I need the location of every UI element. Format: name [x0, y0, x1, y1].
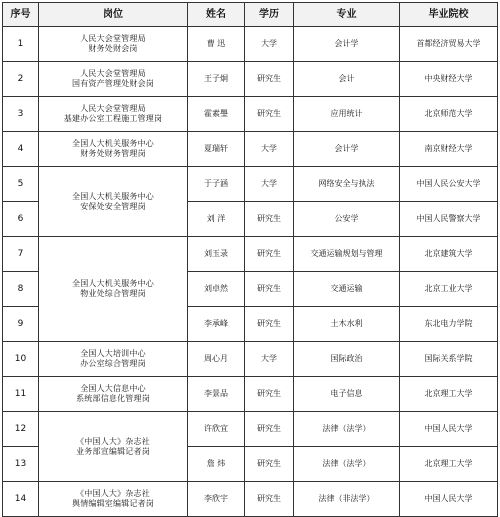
row-major: 会计学 [294, 132, 400, 167]
table-row [3, 412, 498, 447]
row-major: 交通运输规划与管理 [294, 237, 400, 272]
row-name: 周心月 [188, 342, 245, 377]
row-education: 研究生 [245, 272, 294, 307]
header-education: 学历 [245, 3, 294, 27]
row-major: 网络安全与执法 [294, 167, 400, 202]
position-line: 全国人大培训中心 [80, 349, 146, 358]
position-line: 系统部信息化管理岗 [76, 394, 150, 403]
position-line: 物业处综合管理岗 [80, 289, 146, 298]
row-serial: 2 [3, 62, 39, 97]
row-name: 刘 洋 [188, 202, 245, 237]
row-school: 首都经济贸易大学 [400, 27, 498, 62]
position-line: 国有资产管理处财会岗 [72, 79, 154, 88]
position-cell [39, 97, 188, 132]
row-serial: 14 [3, 482, 39, 517]
position-line: 全国人大机关服务中心 [72, 279, 154, 288]
row-major: 交通运输 [294, 272, 400, 307]
position-cell [39, 237, 188, 342]
row-school: 中国人民公安大学 [400, 167, 498, 202]
position-line: 全国人大信息中心 [80, 384, 146, 393]
row-major: 法律（法学） [294, 447, 400, 482]
row-serial: 3 [3, 97, 39, 132]
row-education: 大学 [245, 342, 294, 377]
row-school: 东北电力学院 [400, 307, 498, 342]
position-cell [39, 377, 188, 412]
row-education: 研究生 [245, 412, 294, 447]
position-line: 办公室综合管理岗 [80, 359, 146, 368]
table-row [3, 167, 498, 202]
row-school: 北京理工大学 [400, 377, 498, 412]
row-school: 北京建筑大学 [400, 237, 498, 272]
row-serial: 9 [3, 307, 39, 342]
position-cell [39, 342, 188, 377]
header-row [3, 3, 498, 27]
row-school: 南京财经大学 [400, 132, 498, 167]
row-education: 大学 [245, 167, 294, 202]
row-major: 土木水利 [294, 307, 400, 342]
row-name: 李景品 [188, 377, 245, 412]
position-cell [39, 482, 188, 517]
row-education: 研究生 [245, 202, 294, 237]
row-name: 詹 炜 [188, 447, 245, 482]
row-education: 研究生 [245, 482, 294, 517]
results-table [2, 2, 498, 517]
position-line: 人民大会堂管理局 [80, 34, 146, 43]
table-row [3, 62, 498, 97]
table-row [3, 27, 498, 62]
position-cell [39, 412, 188, 482]
position-line: 基建办公室工程施工管理岗 [63, 114, 163, 123]
row-serial: 4 [3, 132, 39, 167]
row-name: 夏瑞轩 [188, 132, 245, 167]
position-cell [39, 132, 188, 167]
row-major: 应用统计 [294, 97, 400, 132]
row-serial: 5 [3, 167, 39, 202]
table-row [3, 482, 498, 517]
position-line: 财务处财务管理岗 [80, 149, 146, 158]
row-school: 中国人民大学 [400, 412, 498, 447]
row-serial: 8 [3, 272, 39, 307]
header-serial: 序号 [3, 3, 39, 27]
row-name: 许欣宜 [188, 412, 245, 447]
row-education: 大学 [245, 132, 294, 167]
row-serial: 11 [3, 377, 39, 412]
header-school: 毕业院校 [400, 3, 498, 27]
row-education: 研究生 [245, 377, 294, 412]
row-serial: 7 [3, 237, 39, 272]
position-cell [39, 62, 188, 97]
position-line: 舆情编辑室编辑记者岗 [72, 499, 154, 508]
table-body [3, 27, 498, 517]
row-major: 电子信息 [294, 377, 400, 412]
table-row [3, 342, 498, 377]
row-major: 法律（法学） [294, 412, 400, 447]
row-serial: 10 [3, 342, 39, 377]
position-line: 财务处财会岗 [88, 44, 138, 53]
table-row [3, 237, 498, 272]
row-education: 研究生 [245, 237, 294, 272]
header-major: 专业 [294, 3, 400, 27]
position-line: 人民大会堂管理局 [80, 104, 146, 113]
position-line: 全国人大机关服务中心 [72, 191, 154, 201]
position-line: 《中国人大》杂志社 [76, 489, 150, 498]
row-school: 北京理工大学 [400, 447, 498, 482]
row-name: 于子涵 [188, 167, 245, 202]
table-row [3, 377, 498, 412]
results-table-container [2, 2, 498, 517]
row-school: 北京师范大学 [400, 97, 498, 132]
table-header [3, 3, 498, 27]
row-education: 研究生 [245, 97, 294, 132]
row-school: 国际关系学院 [400, 342, 498, 377]
position-cell [39, 167, 188, 237]
row-major: 国际政治 [294, 342, 400, 377]
row-name: 刘玉录 [188, 237, 245, 272]
row-major: 公安学 [294, 202, 400, 237]
table-row [3, 132, 498, 167]
position-line: 人民大会堂管理局 [80, 69, 146, 78]
row-name: 王子炯 [188, 62, 245, 97]
row-serial: 1 [3, 27, 39, 62]
row-school: 中国人民大学 [400, 482, 498, 517]
row-major: 会计学 [294, 27, 400, 62]
row-major: 法律（非法学） [294, 482, 400, 517]
row-education: 研究生 [245, 307, 294, 342]
row-education: 研究生 [245, 62, 294, 97]
row-education: 大学 [245, 27, 294, 62]
row-serial: 12 [3, 412, 39, 447]
row-name: 刘卓然 [188, 272, 245, 307]
row-name: 曹 迅 [188, 27, 245, 62]
row-name: 李承峰 [188, 307, 245, 342]
row-name: 李欣宇 [188, 482, 245, 517]
row-school: 中国人民警察大学 [400, 202, 498, 237]
header-position: 岗位 [39, 3, 188, 27]
row-serial: 13 [3, 447, 39, 482]
header-name: 姓名 [188, 3, 245, 27]
position-line: 《中国人大》杂志社 [76, 436, 150, 446]
row-school: 北京工业大学 [400, 272, 498, 307]
position-line: 安保处安全管理岗 [80, 201, 146, 211]
position-cell [39, 27, 188, 62]
row-serial: 6 [3, 202, 39, 237]
row-education: 研究生 [245, 447, 294, 482]
position-line: 全国人大机关服务中心 [72, 139, 154, 148]
table-row [3, 97, 498, 132]
row-name: 霍素璺 [188, 97, 245, 132]
row-major: 会计 [294, 62, 400, 97]
position-line: 业务部宣编辑记者岗 [76, 446, 150, 456]
row-school: 中央财经大学 [400, 62, 498, 97]
